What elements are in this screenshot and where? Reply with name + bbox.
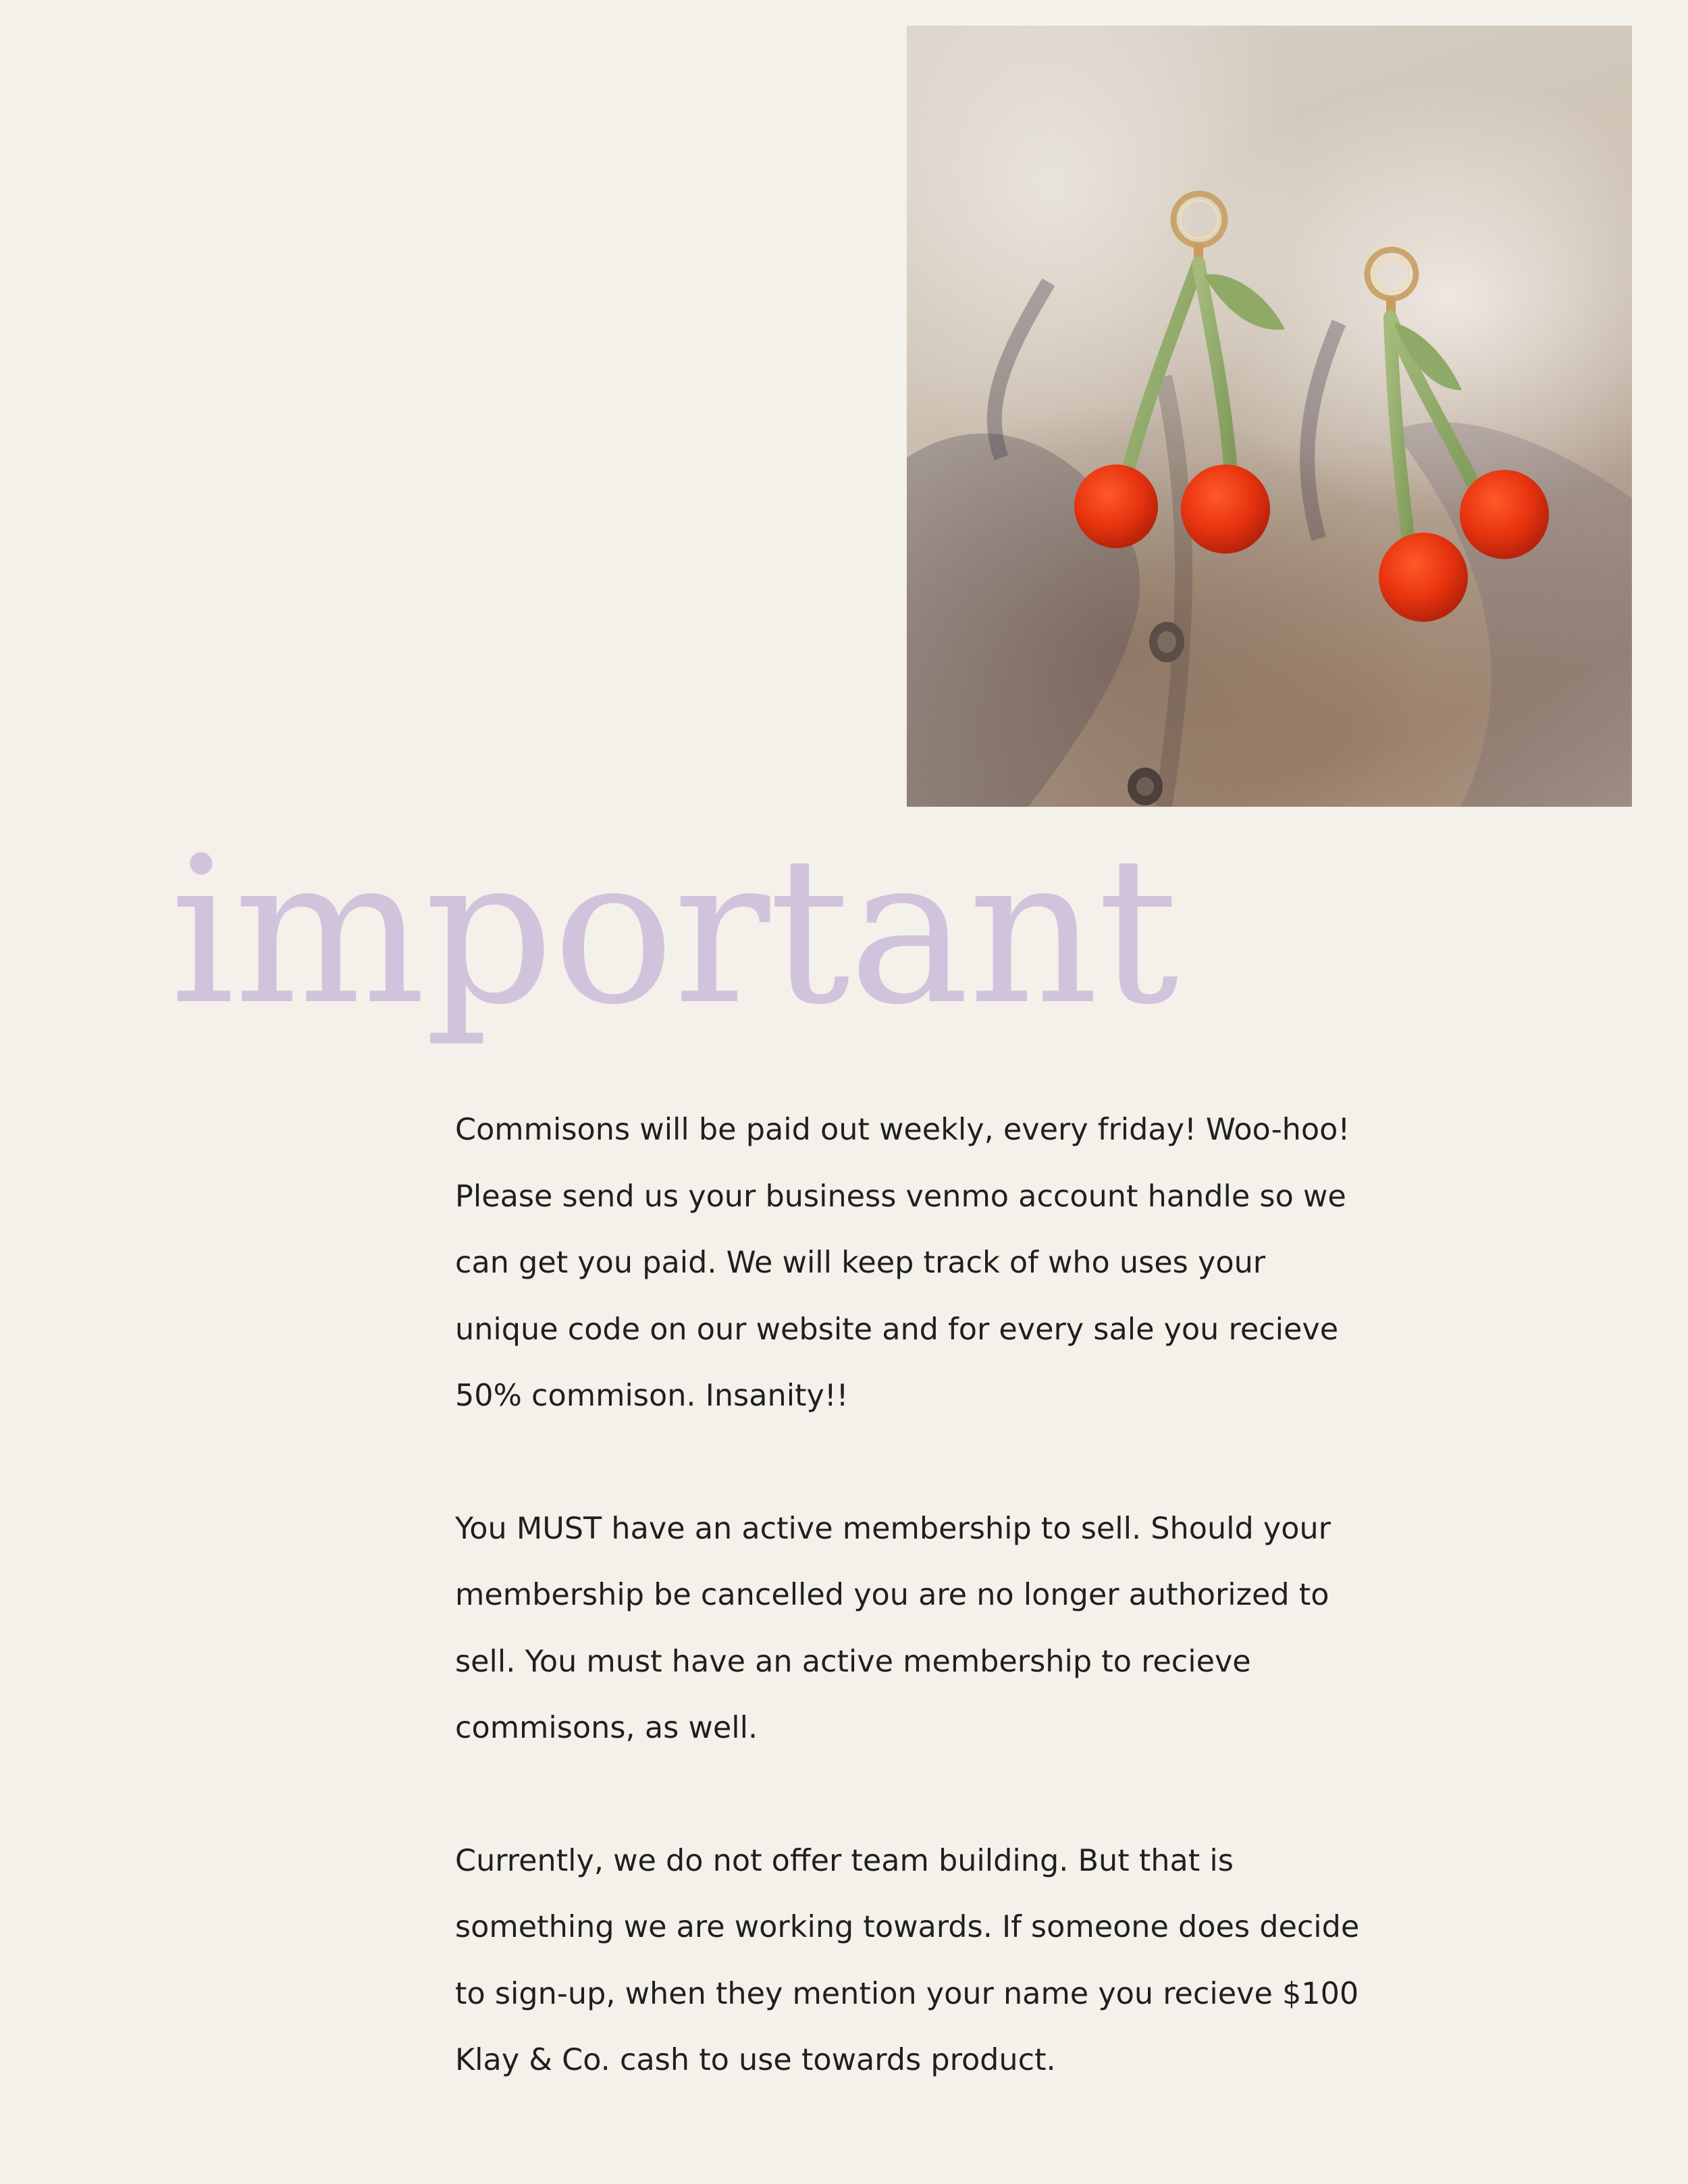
- paragraph-membership: You MUST have an active membership to sell. Should your membership be cancelled you are no longer authorized to sell. You must have an active membership to recieve commisons, as well.: [455, 1511, 1331, 1745]
- cherry-earrings-illustration: [907, 26, 1632, 807]
- cherry-earrings-photo: [907, 26, 1632, 807]
- paragraph-team-building: Currently, we do not offer team building. But that is something we are working towards. If someone does decide to sign-up, when they mention your name you recieve $100 Klay & Co. cash to use towards product.: [455, 1843, 1360, 2077]
- paragraph-commissions: Commisons will be paid out weekly, every friday! Woo-hoo! Please send us your business venmo account handle so we can get you paid. We will keep track of who uses your unique code on our website and for every sale you recieve 50% commison. Insanity!!: [455, 1113, 1350, 1413]
- page-title: important: [170, 814, 1178, 1049]
- body-copy: [455, 1097, 1373, 2160]
